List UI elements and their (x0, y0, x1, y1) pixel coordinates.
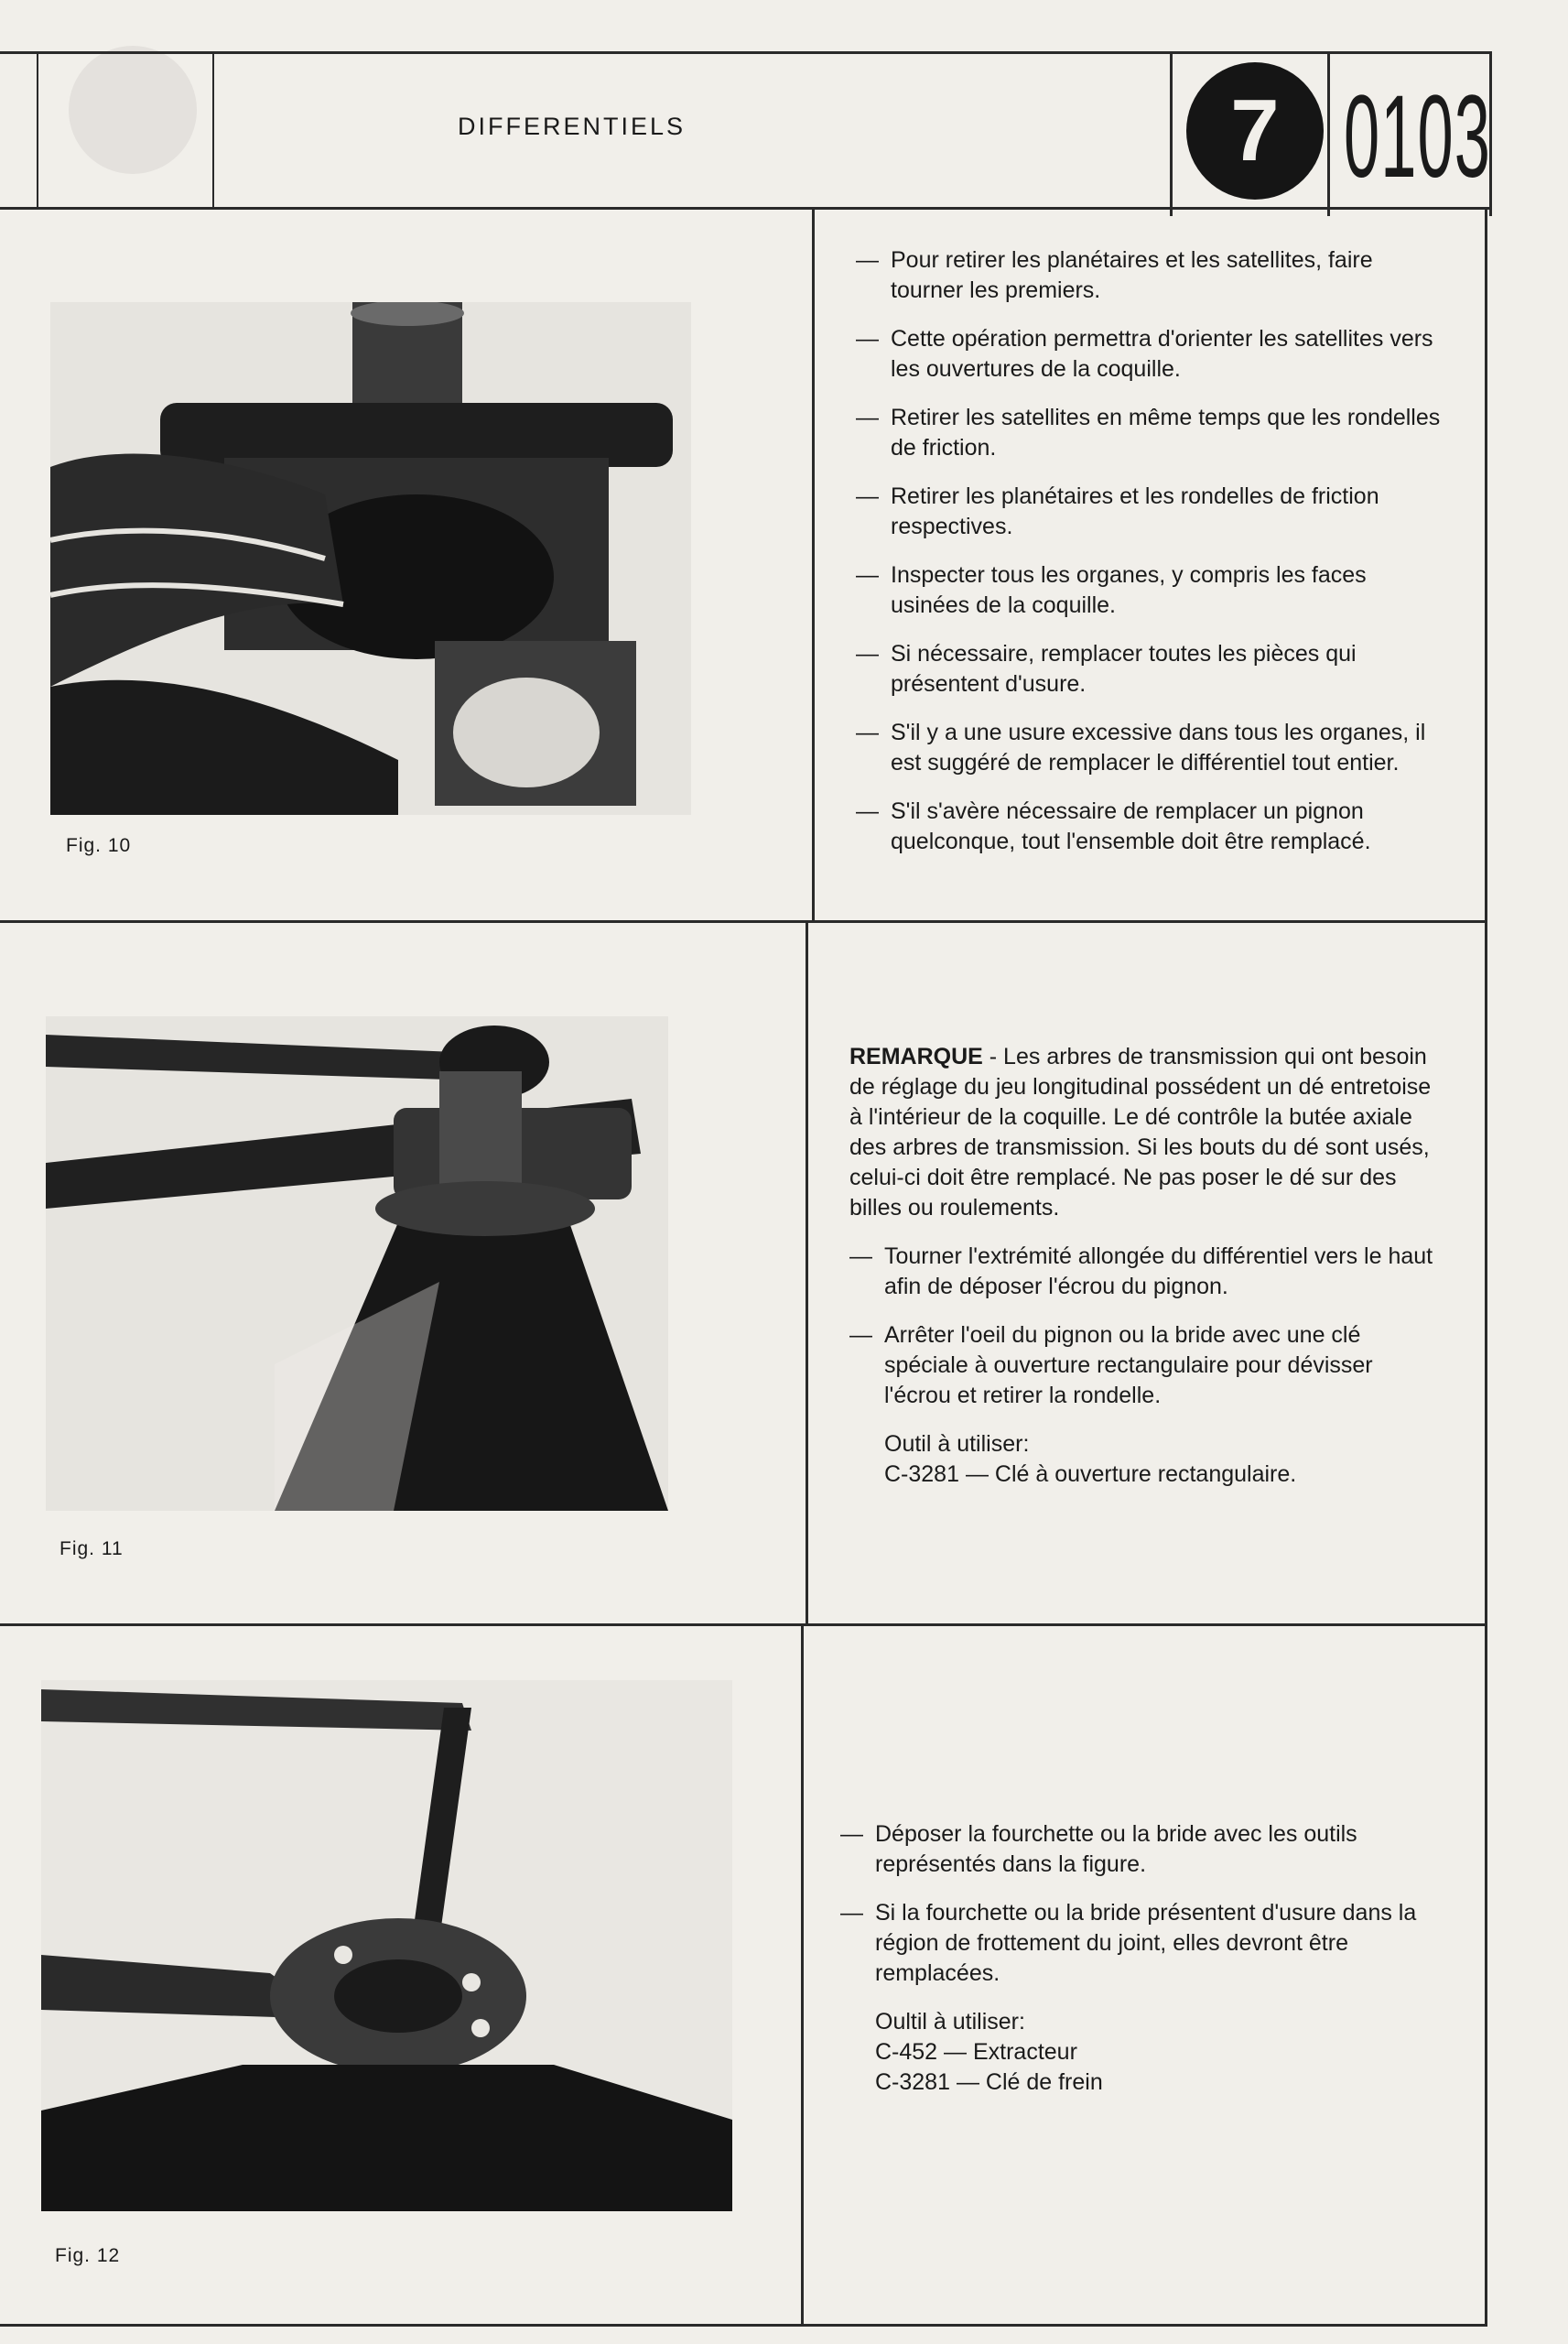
chapter-box-mid-rule (1327, 51, 1330, 216)
list-item: — Tourner l'extrémité allongée du différentiel vers le haut afin de déposer l'écrou du pignon. (849, 1243, 1433, 1299)
list-item: — Retirer les satellites en même temps que les rondelles de friction. (856, 405, 1441, 461)
tool-entry: C-3281 — Clé de frein (875, 2069, 1103, 2095)
header-top-rule (0, 51, 1492, 54)
list-item: — Pour retirer les planétaires et les satellites, faire tourner les premiers. (856, 247, 1373, 303)
list-item: — Retirer les planétaires et les rondelles de friction respectives. (856, 483, 1379, 539)
tool-entry: C-452 — Extracteur (875, 2039, 1077, 2065)
list-item: — Si nécessaire, remplacer toutes les pièces qui présentent d'usure. (856, 641, 1357, 697)
section-2-instructions (849, 1042, 1444, 1490)
list-item: — S'il y a une usure excessive dans tous les organes, il est suggéré de remplacer le différentiel tout entier. (856, 720, 1426, 776)
differential-gears-photo (50, 302, 691, 815)
header-bottom-rule (0, 207, 1492, 210)
differential-gears-hand-photo-icon (50, 302, 691, 815)
list-item: — S'il s'avère nécessaire de remplacer un pignon quelconque, tout l'ensemble doit être remplacé. (856, 798, 1371, 854)
list-item: — Cette opération permettra d'orienter les satellites vers les ouvertures de la coquille. (856, 326, 1433, 382)
right-frame-rule (1485, 209, 1487, 2326)
section-3-instructions (840, 1819, 1435, 2098)
figure-label: Fig. 11 (59, 1538, 124, 1559)
list-item: — Inspecter tous les organes, y compris les faces usinées de la coquille. (856, 562, 1367, 618)
row-divider-2 (0, 1623, 1487, 1626)
page-bottom-rule (0, 2324, 1487, 2327)
tool-entry: C-3281 — Clé à ouverture rectangulaire. (884, 1461, 1297, 1487)
chapter-box-left-rule (1170, 51, 1173, 216)
column-divider-1 (812, 209, 815, 923)
figure-label: Fig. 10 (66, 835, 132, 856)
list-item: — Arrêter l'oeil du pignon ou la bride avec une clé spéciale à ouverture rectangulaire pour dévisser l'écrou et retirer la rondelle. (849, 1322, 1373, 1408)
tools-block (849, 1429, 1444, 1490)
list-item: — Si la fourchette ou la bride présentent d'usure dans la région de frottement du joint, elles devront être remplacées. (840, 1900, 1417, 1986)
header-left-divider (37, 51, 38, 209)
column-divider-3 (801, 1623, 804, 2326)
tools-heading: Outil à utiliser: (884, 1431, 1030, 1457)
puller-flange-photo (41, 1680, 732, 2211)
header-left-divider-2 (212, 51, 214, 209)
list-item: — Déposer la fourchette ou la bride avec les outils représentés dans la figure. (840, 1821, 1357, 1877)
wrench-pinion-photo (46, 1016, 668, 1511)
wrench-pinion-nut-photo-icon (46, 1016, 668, 1511)
section-1-instructions (856, 245, 1442, 875)
column-divider-2 (806, 920, 808, 1625)
puller-flange-photo-icon (41, 1680, 732, 2211)
tools-block (840, 2007, 1435, 2098)
chapter-number-badge: 7 (1186, 62, 1324, 200)
faded-chapter-logo-icon (69, 46, 197, 174)
figure-label: Fig. 12 (55, 2245, 121, 2266)
page-title: DIFFERENTIELS (458, 113, 687, 140)
tools-heading: Oultil à utiliser: (875, 2009, 1025, 2035)
remark-paragraph: REMARQUE - Les arbres de transmission qui ont besoin de réglage du jeu longitudinal possédent un dé entretoise à l'intérieur de la coquille. Le dé contrôle la butée axiale des arbres de transmission. Si les bouts du dé sont usés, celui-ci doit être remplacé. Ne pas poser le dé sur des billes ou roulements. (849, 1044, 1432, 1221)
page-code: 0103 (1344, 71, 1492, 202)
row-divider-1 (0, 920, 1487, 923)
